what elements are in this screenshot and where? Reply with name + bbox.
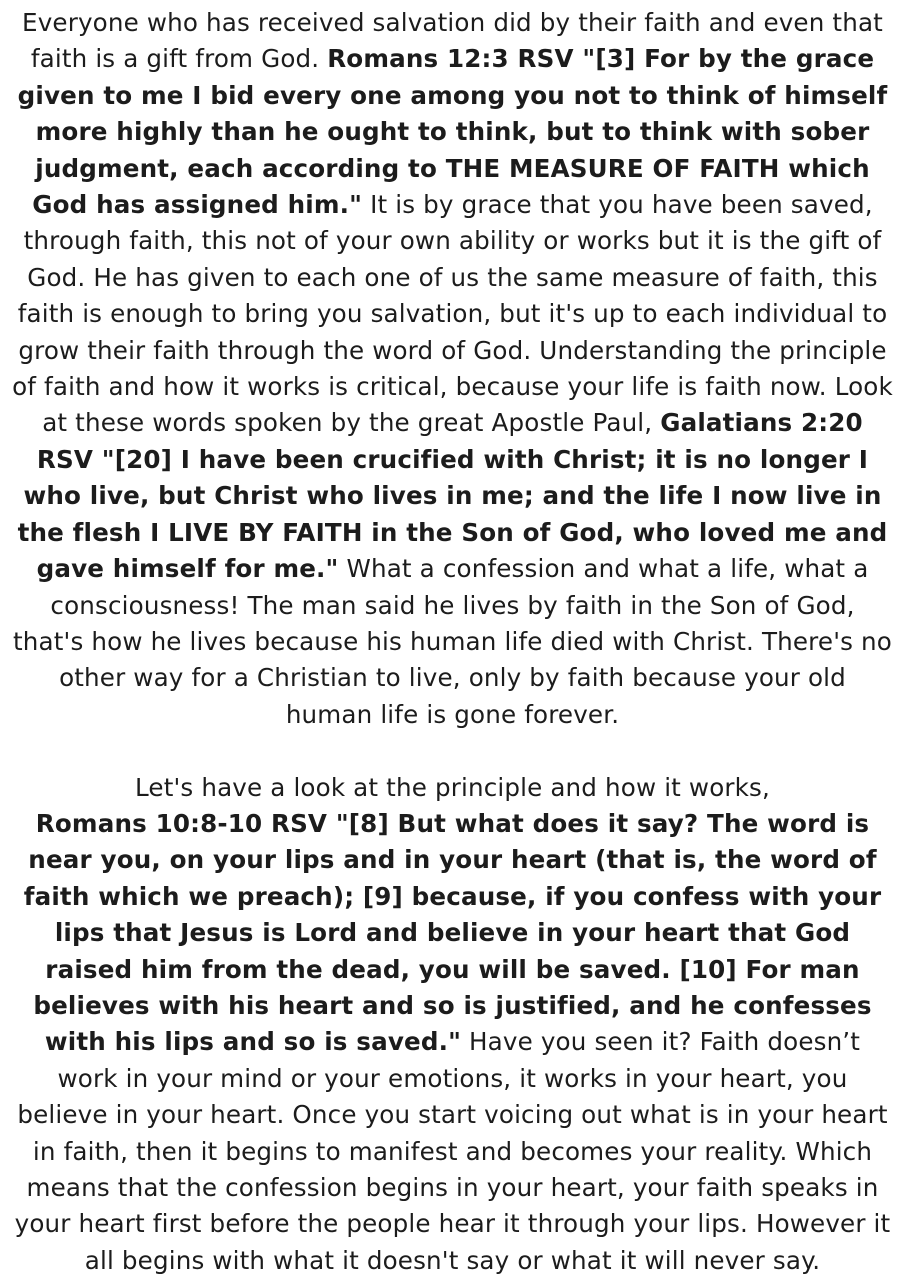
body-text: What a confession and what a life, what a consciousness! The man said he lives by faith in the Son of God, that's how he lives because his human life died with Christ. There's no other way for a Christian to live, only by faith because your old human life is gone forever. <box>13 554 892 729</box>
paragraph-spacer <box>12 733 893 769</box>
paragraph-2 <box>12 770 893 1280</box>
paragraph-1 <box>12 5 893 733</box>
body-text: It is by grace that you have been saved, through faith, this not of your own ability or works but it is the gift of God. He has given to each one of us the same measure of faith, this faith is enough to bring you salvation, but it's up to each individual to grow their faith through the word of God. Understanding the principle of faith and how it works is critical, because your life is faith now. Look at these words spoken by the great Apostle Paul, <box>12 190 893 438</box>
body-text: Have you seen it? Faith doesn’t work in your mind or your emotions, it works in your heart, you believe in your heart. Once you start voicing out what is in your heart in faith, then it begins to manifest and becomes your reality. Which means that the confession begins in your heart, your faith speaks in your heart first before the people hear it through your lips. However it all begins with what it doesn't say or what it will never say. <box>14 1027 891 1275</box>
body-text: Let's have a look at the principle and how it works, <box>135 772 770 802</box>
scripture-quote-romans-12-3: Romans 12:3 RSV "[3] For by the grace given to me I bid every one among you not to think of himself more highly than he ought to think, but to think with sober judgment, each according to THE MEASURE OF FAITH which God has assigned him." <box>17 44 888 220</box>
body-text: Everyone who has received salvation did by their faith and even that faith is a gift from God. <box>22 8 883 74</box>
scripture-quote-galatians-2-20: Galatians 2:20 RSV "[20] I have been crucified with Christ; it is no longer I who live, but Christ who lives in me; and the life I now live in the flesh I LIVE BY FAITH in the Son of God, who loved me and gave himself for me." <box>17 408 888 584</box>
scripture-quote-romans-10-8-10: Romans 10:8-10 RSV "[8] But what does it say? The word is near you, on your lips and in your heart (that is, the word of faith which we preach); [9] because, if you confess with your lips that Jesus is Lord and believe in your heart that God raised him from the dead, you will be saved. [10] For man believes with his heart and so is justified, and he confesses with his lips and so is saved." <box>23 808 882 1057</box>
